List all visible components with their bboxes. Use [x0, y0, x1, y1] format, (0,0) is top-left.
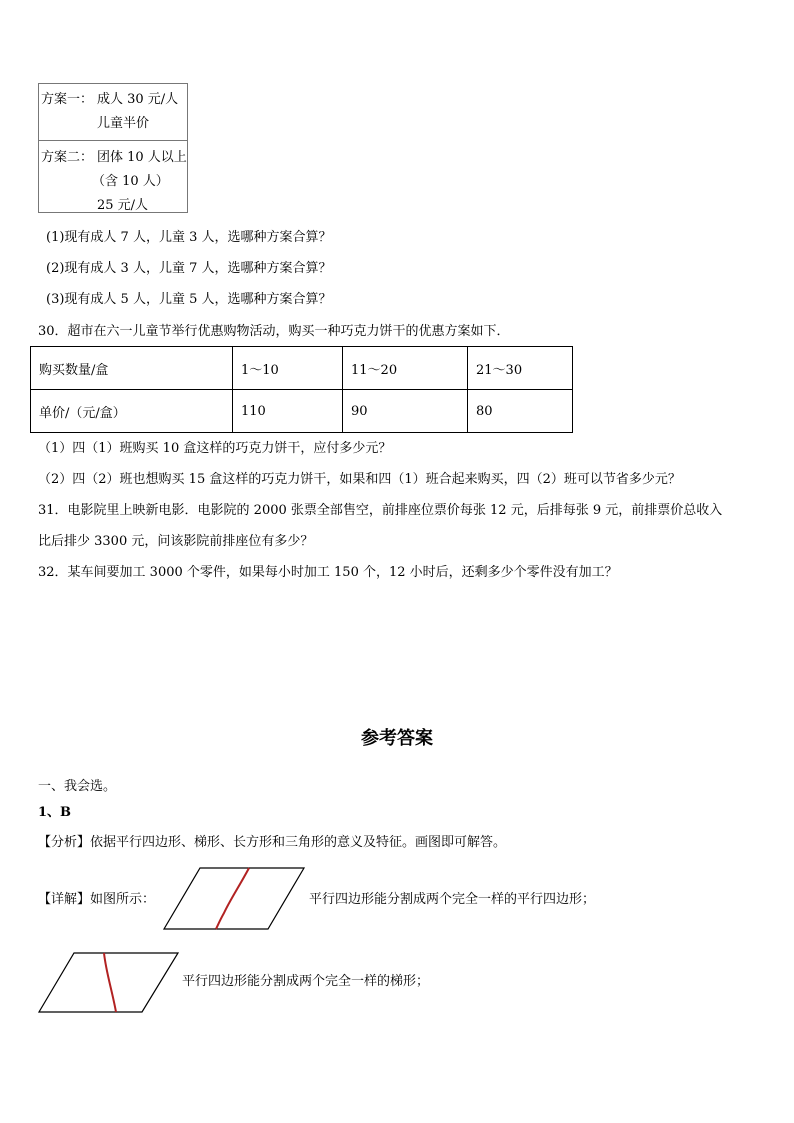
- table-cell: 110: [233, 390, 343, 433]
- table-cell: 21～30: [468, 347, 573, 390]
- q29-sub1: (1)现有成人 7 人，儿童 3 人，选哪种方案合算？: [46, 230, 332, 245]
- plan2-line3: 25 元/人: [97, 198, 149, 213]
- q30-stem: 30．超市在六一儿童节举行优惠购物活动，购买一种巧克力饼干的优惠方案如下．: [38, 324, 510, 339]
- cut-line: [216, 868, 249, 929]
- q29-sub3: (3)现有成人 5 人，儿童 5 人，选哪种方案合算？: [46, 292, 332, 307]
- plan1-label: 方案一：: [41, 92, 94, 107]
- table-row: [31, 347, 573, 390]
- parallelogram-figure-1: [160, 865, 310, 935]
- table-cell: 1～10: [233, 347, 343, 390]
- cut-line: [104, 953, 116, 1012]
- answer-item-1: 1、B: [38, 805, 72, 820]
- plan1-line1: 成人 30 元/人: [97, 92, 179, 107]
- plan-divider: [38, 140, 188, 141]
- analysis-text: 【分析】依据平行四边形、梯形、长方形和三角形的意义及特征。画图即可解答。: [38, 835, 507, 850]
- price-table: [30, 346, 573, 433]
- table-cell: 80: [468, 390, 573, 433]
- answers-title: 参考答案: [361, 728, 433, 749]
- plan1-line2: 儿童半价: [97, 116, 150, 131]
- plan2-line1: 团体 10 人以上: [97, 150, 187, 165]
- table-cell: 90: [343, 390, 468, 433]
- table-cell: 11～20: [343, 347, 468, 390]
- parallelogram-figure-2: [36, 950, 182, 1016]
- section-heading: 一、我会选。: [38, 779, 117, 794]
- parallelogram-outline: [164, 868, 304, 929]
- plan2-line2: （含 10 人）: [92, 174, 169, 189]
- detail-label: 【详解】如图所示：: [38, 892, 156, 907]
- q31-line1: 31．电影院里上映新电影．电影院的 2000 张票全部售空，前排座位票价每张 12 元，后排每张 9 元，前排票价总收入: [38, 503, 723, 518]
- q30-sub2: （2）四（2）班也想购买 15 盒这样的巧克力饼干，如果和四（1）班合起来购买，四（2）班可以节省多少元？: [38, 472, 681, 487]
- q32: 32．某车间要加工 3000 个零件，如果每小时加工 150 个，12 小时后，还剩多少个零件没有加工？: [38, 565, 618, 580]
- figure-caption-1: 平行四边形能分割成两个完全一样的平行四边形；: [309, 892, 596, 907]
- table-row: [31, 390, 573, 433]
- table-cell: 单价/（元/盒）: [31, 390, 233, 433]
- figure-caption-2: 平行四边形能分割成两个完全一样的梯形；: [182, 974, 430, 989]
- q31-line2: 比后排少 3300 元，问该影院前排座位有多少？: [38, 534, 314, 549]
- table-cell: 购买数量/盒: [31, 347, 233, 390]
- q29-sub2: (2)现有成人 3 人，儿童 7 人，选哪种方案合算？: [46, 261, 332, 276]
- q30-sub1: （1）四（1）班购买 10 盒这样的巧克力饼干，应付多少元？: [38, 441, 392, 456]
- plan2-label: 方案二：: [41, 150, 94, 165]
